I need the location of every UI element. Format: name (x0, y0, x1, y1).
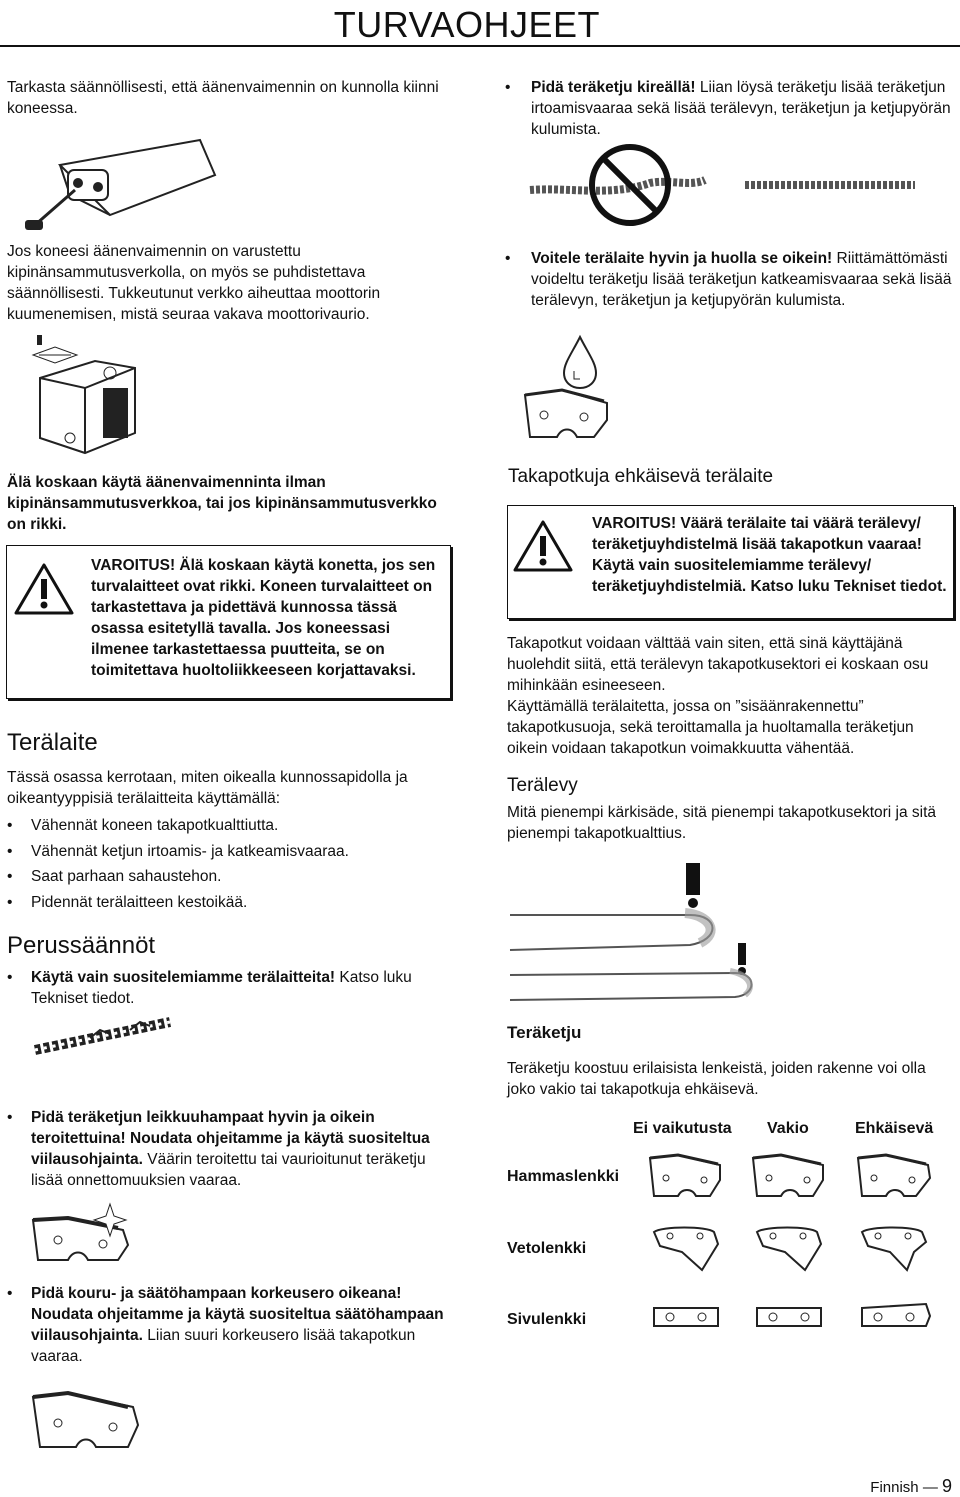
col-header-preventive: Ehkäisevä (855, 1120, 934, 1137)
footer-separator: — (922, 1479, 938, 1496)
bullet-text: Saat parhaan sahaustehon. (31, 868, 222, 885)
bullet-text: Pidennät terälaitteen kestoikää. (31, 894, 248, 911)
footer-page-number: 9 (941, 1476, 952, 1496)
footer-language: Finnish (870, 1479, 919, 1496)
rule-2-bold: Pidä teräketjun leikkuuhampaat hyvin ja oikein teroitettuina! Noudata ohjeitamme ja käytä suositeltua viilausohjainta. (31, 1109, 430, 1168)
rule-3-rest: Liian suuri korkeusero lisää takapotkun vaaraa. (31, 1327, 416, 1365)
warning-text-right: VAROITUS! Väärä terälaite tai väärä terälevy/ teräketjuyhdistelmä lisää takapotkun vaaraa! Käytä vain suositelemiamme terälevy/ teräketjuyhdistelmiä. Katso luku Tekniset tiedot. (592, 515, 947, 595)
chain-link-illustration (522, 385, 612, 445)
subheading-teraketju: Teräketju (507, 1023, 582, 1042)
col-header-no-effect: Ei vaikutusta (633, 1120, 732, 1137)
muffler-bolt-illustration (20, 135, 220, 245)
warning-text-left: VAROITUS! Älä koskaan käytä konetta, jos sen turvalaitteet ovat rikki. Koneen turvalaitteet on tarkastettava ja pidettävä kunnossa tässä osassa esitetyllä tavalla. Jos koneessasi ilmenee tarkastettaessa puutteita, se on toimitettava huoltoliikkeeseen korjattavaksi. (91, 557, 436, 679)
bullet-text: Vähennät koneen takapotkualttiutta. (31, 817, 279, 834)
lubrication-rest: Riittämättömästi voideltu teräketju lisää teräketjun katkeamisvaaraa sekä lisää terälevyn, teräketjun ja ketjupyörän kulumista. (531, 250, 952, 309)
row-label-drive: Vetolenkki (507, 1240, 587, 1257)
row-label-cutter: Hammaslenkki (507, 1168, 620, 1185)
subsection-title-perussaannot: Perussäännöt (7, 932, 156, 959)
rule-1-rest: Katso luku Tekniset tiedot. (31, 969, 412, 1007)
side-links-illustration (652, 1300, 952, 1335)
rule-2-rest: Väärin teroitettu tai vaurioitunut teräketju lisää onnettomuuksien vaaraa. (31, 1151, 426, 1189)
drive-links-illustration (652, 1222, 952, 1277)
header-rule (0, 45, 960, 47)
col-header-standard: Vakio (767, 1120, 809, 1137)
cutter-links-illustration (648, 1150, 948, 1205)
saw-chain-illustration (30, 1012, 180, 1062)
warning-box-left (6, 545, 451, 699)
subheading-teralevy: Terälevy (507, 775, 578, 796)
heading-antikickback: Takapotkuja ehkäisevä terälaite (508, 466, 774, 487)
section-title-teralaite: Terälaite (7, 729, 98, 756)
chain-tension-rest: Liian löysä teräketju lisää teräketjun irtoamisvaaraa sekä lisää terälevyn, teräketjun ja ketjupyörän kulumista. (531, 79, 951, 138)
chain-tension-bold: Pidä teräketju kireällä! (531, 79, 696, 96)
kickback-paragraph-1: Takapotkut voidaan välttää vain siten, että sinä käyttäjänä huolehdit siitä, että terälevyn takapotkusektori ei koskaan osu mihinkään esineeseen. (507, 635, 929, 694)
muffler-screen-illustration (25, 333, 155, 458)
lubrication-bullet: • Voitele terälaite hyvin ja huolla se oikein! Riittämättömästi voideltu teräketju lisää teräketjun katkeamisvaaraa sekä lisää terälevyn, teräketjun ja ketjupyörän kulumista. (505, 250, 952, 309)
rule-1: • Käytä vain suositelemiamme terälaitteita! Katso luku Tekniset tiedot. (7, 969, 412, 1007)
kickback-paragraph-2: Käyttämällä terälaitetta, jossa on ”sisäänrakennettu” takapotkusuoja, sekä teroittamalla ja huoltamalla teräketjun oikein voidaan takapotkun voimakkuutta vähentää. (507, 698, 914, 757)
warning-triangle-icon (513, 520, 573, 572)
oil-drop-icon (560, 335, 600, 390)
chain-paragraph: Teräketju koostuu erilaisista lenkeistä, joiden rakenne voi olla joko vakio tai takapotkuja ehkäisevä. (507, 1060, 926, 1098)
bar-paragraph: Mitä pienempi kärkisäde, sitä pienempi takapotkusektori ja sitä pienempi takapotkualttius. (507, 804, 937, 842)
rule-2: • Pidä teräketjun leikkuuhampaat hyvin ja oikein teroitettuina! Noudata ohjeitamme ja käytä suositeltua viilausohjainta. Väärin teroitettu tai vaurioitunut teräketju lisää onnettomuuksien vaaraa. (7, 1109, 430, 1189)
chain-tension-illustration (530, 145, 920, 230)
rule-1-bold: Käytä vain suositelemiamme terälaitteita! (31, 969, 336, 986)
warning-box-right (507, 505, 954, 619)
page-title: TURVAOHJEET (333, 4, 600, 45)
depth-gauge-illustration (28, 1385, 148, 1465)
rule-3-bold: Pidä kouru- ja säätöhampaan korkeusero oikeana! Noudata ohjeitamme ja käytä suositeltua säätöhampaan viilausohjainta. (31, 1285, 444, 1344)
muffler-check-paragraph: Tarkasta säännöllisesti, että äänenvaimennin on kunnolla kiinni koneessa. (7, 79, 439, 117)
rule-3: • Pidä kouru- ja säätöhampaan korkeusero oikeana! Noudata ohjeitamme ja käytä suositeltua säätöhampaan viilausohjainta. Liian suuri korkeusero lisää takapotkun vaaraa. (7, 1285, 444, 1365)
guide-bar-kickback-illustration (505, 855, 925, 1015)
row-label-side: Sivulenkki (507, 1311, 587, 1328)
lubrication-bold: Voitele terälaite hyvin ja huolla se oikein! (531, 250, 833, 267)
section-intro: Tässä osassa kerrotaan, miten oikealla kunnossapidolla ja oikeantyyppisiä terälaitteita käyttämällä: (7, 769, 408, 807)
bullet-text: Vähennät ketjun irtoamis- ja katkeamisvaaraa. (31, 843, 349, 860)
chain-tension-bullet: • Pidä teräketju kireällä! Liian löysä teräketju lisää teräketjun irtoamisvaaraa sekä lisää terälevyn, teräketjun ja ketjupyörän kulumista. (505, 79, 951, 138)
warning-triangle-icon (14, 563, 74, 615)
spark-arrestor-paragraph: Jos koneesi äänenvaimennin on varustettu kipinänsammutusverkolla, on myös se puhdistettava säännöllisesti. Tukkeutunut verkko aiheuttaa moottorin kuumenemisen, mistä seuraa vakava moottorivaurio. (7, 243, 381, 323)
no-spark-screen-warning: Älä koskaan käytä äänenvaimenninta ilman kipinänsammutusverkkoa, tai jos kipinänsammutusverkko on rikki. (7, 474, 437, 533)
cutter-tooth-illustration (28, 1200, 138, 1275)
